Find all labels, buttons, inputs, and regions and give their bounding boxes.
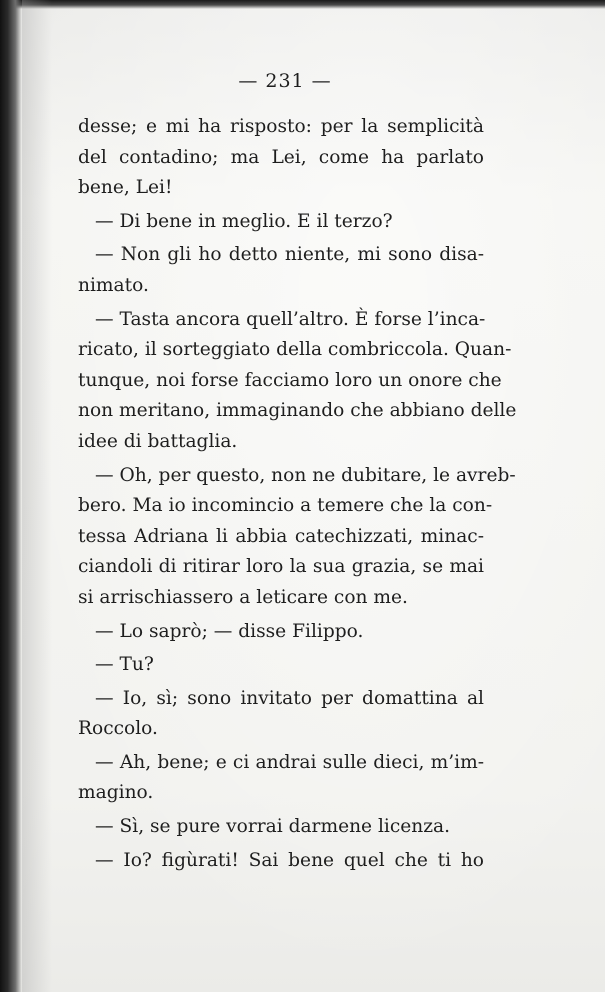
text-line: — Io, sì; sono invitato per domattina al [95, 687, 484, 709]
text-line: nimato. [78, 274, 149, 296]
text-line: si arrischiassero a leticare con me. [78, 586, 408, 608]
text-line: — Tasta ancora quell’altro. È forse l’inca- [95, 308, 486, 330]
scan-top-edge [0, 0, 605, 9]
text-line: del contadino; ma Lei, come ha parlato [78, 146, 484, 168]
text-line: magino. [78, 782, 154, 804]
text-line: — Di bene in meglio. E il terzo? [95, 210, 393, 232]
text-line: ricato, il sorteggiato della combriccola. Quan- [78, 339, 512, 361]
text-line: Roccolo. [78, 718, 158, 740]
page-number: — 231 — [238, 70, 332, 92]
text-line: — Oh, per questo, non ne dubitare, le avreb- [95, 464, 516, 486]
gutter-shadow [22, 0, 52, 992]
text-line: — Tu? [95, 654, 154, 676]
body-text [78, 112, 517, 876]
text-line: — Ah, bene; e ci andrai sulle dieci, m’im- [95, 751, 484, 773]
text-line: ciandoli di ritirar loro la sua grazia, se mai [78, 556, 484, 578]
text-line: bene, Lei! [78, 177, 173, 199]
text-line: tunque, noi forse facciamo loro un onore che [78, 369, 502, 391]
text-line: tessa Adriana li abbia catechizzati, minac- [78, 525, 484, 547]
text-line: non meritano, immaginando che abbiano delle [78, 400, 517, 422]
text-line: desse; e mi ha risposto: per la semplicità [78, 116, 484, 137]
text-line: idee di battaglia. [78, 430, 238, 452]
text-line: — Non gli ho detto niente, mi sono disa- [95, 244, 484, 266]
text-line: — Sì, se pure vorrai darmene licenza. [95, 816, 451, 838]
text-line: — Io? figùrati! Sai bene quel che ti ho [95, 849, 484, 871]
text-line: — Lo saprò; — disse Filippo. [95, 620, 364, 642]
scan-binding-edge [0, 0, 22, 992]
text-line: bero. Ma io incomincio a temere che la con- [78, 495, 493, 517]
